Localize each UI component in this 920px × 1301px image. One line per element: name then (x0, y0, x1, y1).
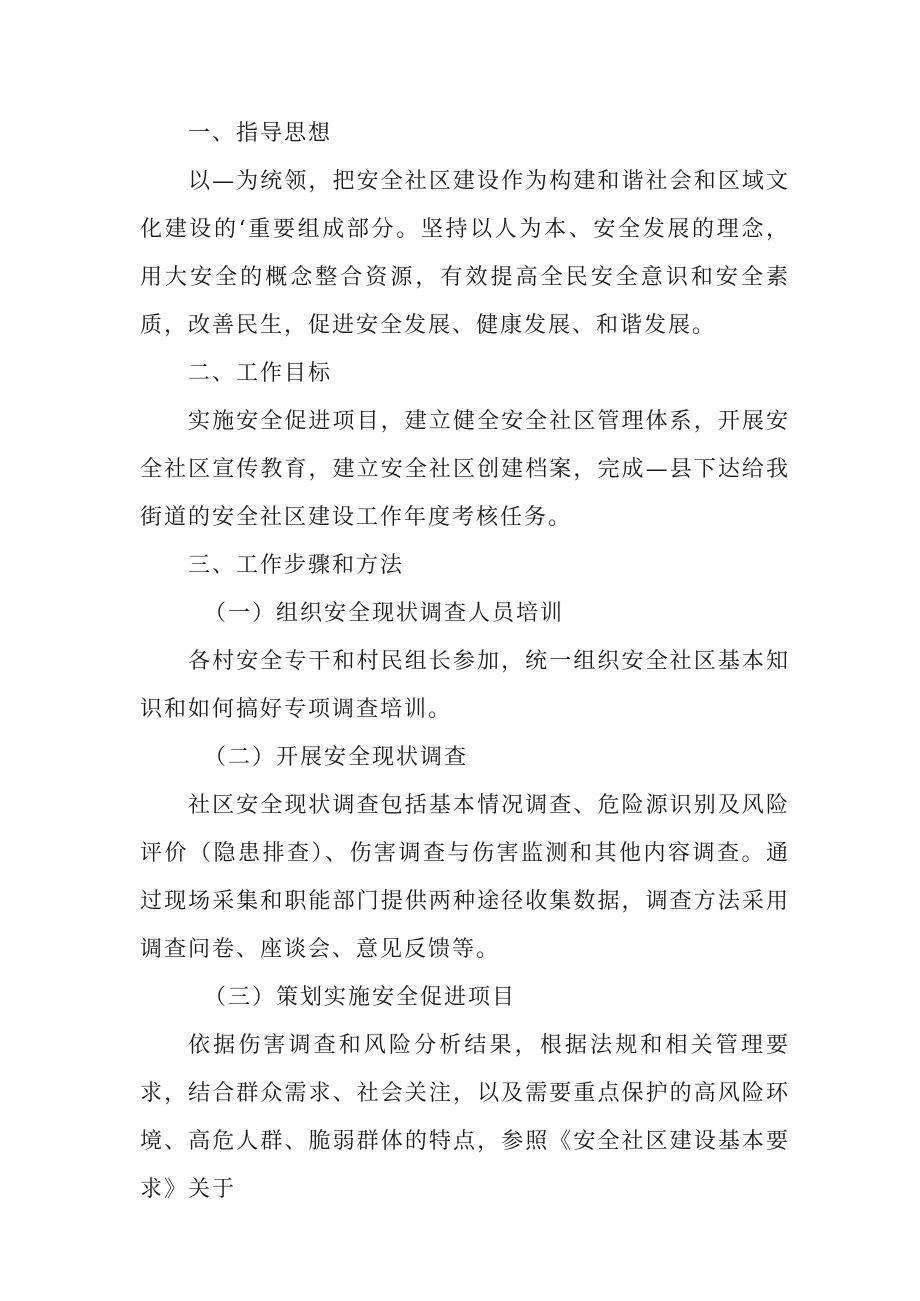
paragraph-training: 各村安全专干和村民组长参加，统一组织安全社区基本知识和如何搞好专项调查培训。 (140, 649, 790, 722)
section-heading-guiding-ideology: 一、指导思想 (188, 121, 333, 146)
paragraph-survey: 社区安全现状调查包括基本情况调查、危险源识别及风险评价（隐患排查）、伤害调查与伤害监测和其他内容调查。通过现场采集和职能部门提供两种途径收集数据，调查方法采用调查问卷、座谈会、意见反馈等。 (140, 793, 790, 962)
paragraph-work-goals: 实施安全促进项目，建立健全安全社区管理体系，开展安全社区宣传教育，建立安全社区创建档案，完成—县下达给我街道的安全社区建设工作年度考核任务。 (140, 409, 790, 530)
paragraph-guiding-ideology: 以—为统领，把安全社区建设作为构建和谐社会和区域文化建设的‘重要组成部分。坚持以人为本、安全发展的理念，用大安全的概念整合资源，有效提高全民安全意识和安全素质，改善民生，促进安全发展、健康发展、和谐发展。 (140, 169, 790, 338)
subsection-heading-survey: （二）开展安全现状调查 (204, 745, 469, 770)
subsection-heading-promotion-projects: （三）策划实施安全促进项目 (204, 985, 517, 1010)
document-body (140, 110, 790, 1214)
section-heading-work-goals: 二、工作目标 (188, 361, 333, 386)
section-heading-work-steps: 三、工作步骤和方法 (188, 553, 405, 578)
paragraph-promotion-projects: 依据伤害调查和风险分析结果，根据法规和相关管理要求，结合群众需求、社会关注，以及需要重点保护的高风险环境、高危人群、脆弱群体的特点，参照《安全社区建设基本要求》关于 (140, 1033, 790, 1202)
subsection-heading-training: （一）组织安全现状调查人员培训 (204, 601, 565, 626)
